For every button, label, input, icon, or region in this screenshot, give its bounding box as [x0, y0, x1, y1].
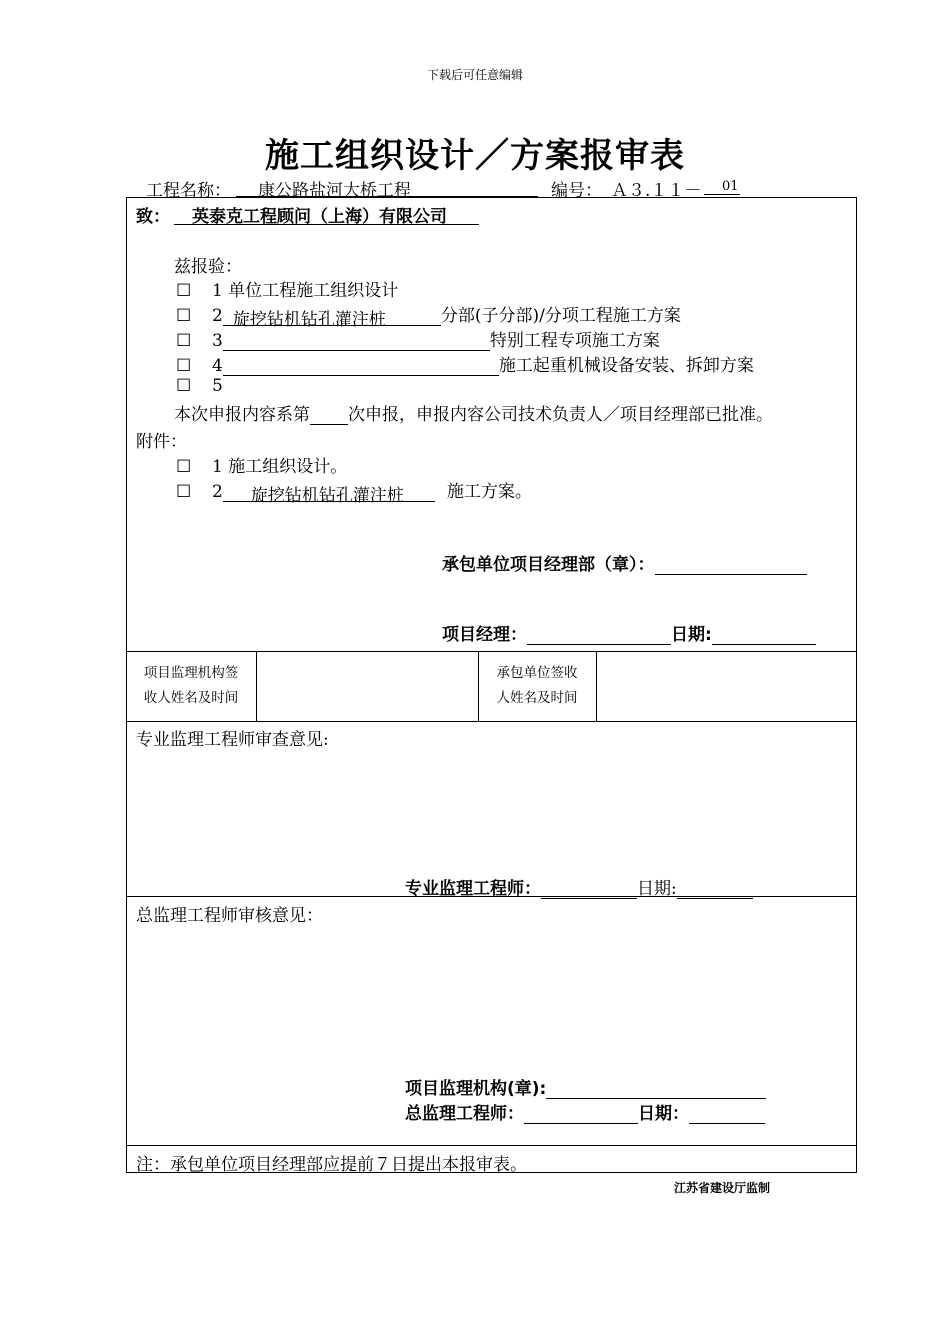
item-3-fill-field [223, 330, 490, 351]
project-manager-sign [442, 620, 816, 645]
supervision-org-label: 项目监理机构(章): [405, 1079, 547, 1099]
item-4-text: 施工起重机械设备安装、拆卸方案 [498, 356, 754, 376]
item-2-fill-field [223, 305, 441, 330]
checkbox[interactable]: ☐ [176, 376, 192, 396]
attachment-2-num: 2 [212, 482, 223, 502]
intro-text: 兹报验： [174, 257, 242, 277]
chief-sign [405, 1099, 765, 1124]
header-note: 下载后可任意编辑 [426, 68, 523, 82]
item-1-text: 1 单位工程施工组织设计 [212, 281, 399, 301]
specialist-sign-field [541, 878, 637, 899]
attachment-1 [176, 452, 347, 477]
attachment-1-text: 1 施工组织设计。 [212, 457, 348, 477]
item-5-num: 5 [212, 376, 223, 396]
divider [126, 651, 857, 652]
supervision-org-field [546, 1078, 766, 1099]
project-name-field [236, 176, 538, 201]
checkbox[interactable]: ☐ [176, 482, 192, 502]
project-name-label: 工程名称： [146, 181, 231, 201]
chief-date-label: 日期： [638, 1104, 689, 1124]
checkbox[interactable]: ☐ [176, 306, 192, 326]
item-3-text: 特别工程专项施工方案 [489, 331, 660, 351]
to-label: 致： [136, 207, 170, 227]
item-1 [176, 276, 398, 301]
specialist-sign-label: 专业监理工程师： [405, 879, 541, 899]
supervision-receipt-label [126, 661, 256, 711]
code-suffix-field [704, 178, 740, 195]
item-4 [176, 351, 754, 376]
declaration-count-field [310, 404, 348, 425]
divider [126, 1145, 857, 1146]
declaration-a: 本次申报内容系第 [174, 405, 310, 425]
project-manager-field [527, 624, 671, 645]
attachment-2-fill-field [223, 481, 435, 506]
item-3-num: 3 [212, 331, 223, 351]
to-field [174, 202, 479, 225]
declaration [174, 400, 773, 425]
contractor-dept-field [655, 554, 807, 575]
attachment-2-fill: 旋挖钻机钻孔灌注桩 [250, 486, 404, 506]
declaration-b: 次申报，申报内容公司技术负责人／项目经理部已批准。 [348, 405, 773, 425]
supervision-receipt-line1: 项目监理机构签 [143, 665, 239, 681]
item-2 [176, 301, 681, 330]
chief-date-field [689, 1103, 765, 1124]
attachment-2 [176, 477, 532, 506]
divider [256, 651, 257, 721]
form-title: 施工组织设计／方案报审表 [265, 136, 685, 176]
specialist-review-label: 专业监理工程师审查意见: [136, 730, 329, 750]
divider [126, 721, 857, 722]
checkbox[interactable]: ☐ [176, 457, 192, 477]
code-value: Ａ３.１１－ [611, 181, 702, 201]
chief-sign-label: 总监理工程师： [405, 1104, 524, 1124]
contractor-receipt-line2: 人姓名及时间 [496, 690, 578, 706]
footnote: 注：承包单位项目经理部应提前７日提出本报审表。 [136, 1155, 527, 1175]
specialist-sign [405, 874, 753, 899]
item-4-fill-field [223, 355, 499, 376]
item-5 [176, 376, 223, 396]
specialist-date-field [677, 878, 753, 899]
item-2-fill: 旋挖钻机钻孔灌注桩 [232, 310, 386, 330]
project-name-value: 康公路盐河大桥工程 [258, 181, 411, 201]
to-value: 英泰克工程顾问（上海）有限公司 [192, 207, 447, 227]
checkbox[interactable]: ☐ [176, 356, 192, 376]
specialist-date-label: 日期: [637, 879, 677, 899]
attachment-2-text: 施工方案。 [446, 482, 532, 502]
chief-sign-field [524, 1103, 638, 1124]
attachments-label: 附件： [136, 432, 187, 452]
checkbox[interactable]: ☐ [176, 331, 192, 351]
code-label: 编号： [551, 181, 602, 201]
supervision-receipt-line2: 收人姓名及时间 [143, 690, 239, 706]
divider [596, 651, 597, 721]
supervision-org-sign [405, 1074, 766, 1099]
contractor-receipt-label [478, 661, 596, 711]
contractor-dept-label: 承包单位项目经理部（章）： [442, 555, 655, 575]
date-field [712, 624, 816, 645]
checkbox[interactable]: ☐ [176, 281, 192, 301]
contractor-receipt-line1: 承包单位签收 [496, 665, 578, 681]
project-manager-label: 项目经理： [442, 625, 527, 645]
date-label: 日期: [671, 625, 712, 645]
item-3 [176, 326, 660, 351]
item-2-text: 分部(子分部)/分项工程施工方案 [440, 306, 681, 326]
code-suffix: 01 [722, 179, 739, 194]
chief-review-label: 总监理工程师审核意见： [136, 906, 323, 926]
item-4-num: 4 [212, 356, 223, 376]
footer-issuer: 江苏省建设厅监制 [674, 1181, 771, 1195]
item-2-num: 2 [212, 306, 223, 326]
contractor-dept-sign [442, 550, 807, 575]
